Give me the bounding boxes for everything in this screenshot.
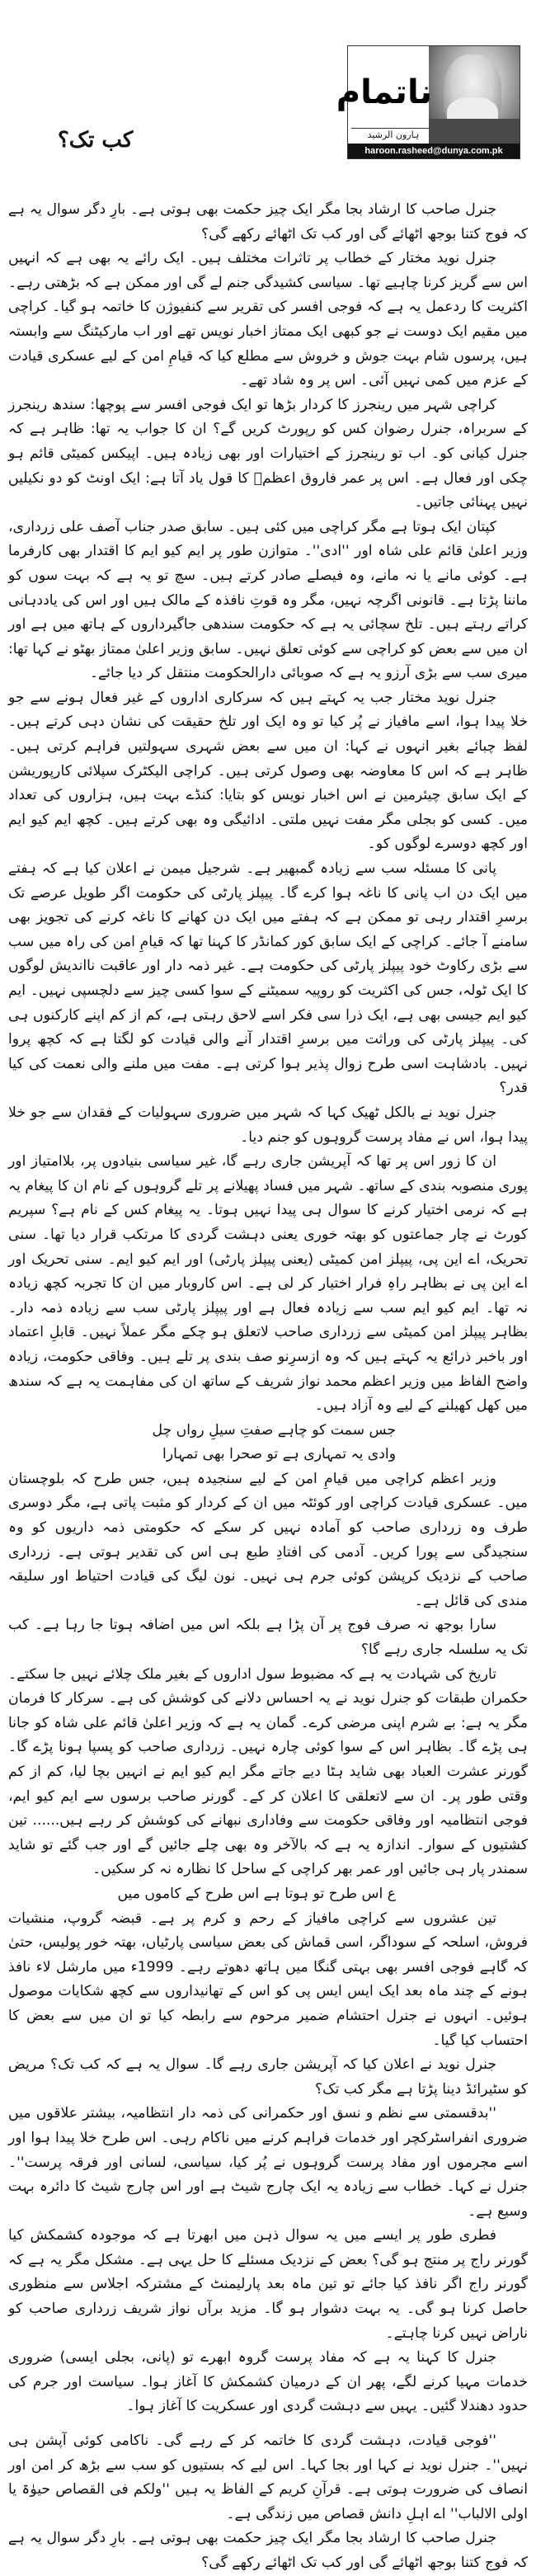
article-body	[8, 198, 528, 2576]
paragraph: جنرل نوید مختار جب یہ کہتے ہیں کہ سرکاری اداروں کے غیر فعال ہونے سے جو خلا پیدا ہوا، اسے مافیاز نے پُر کیا تو وہ ایک اور تلخ حقیقت کی نشان دہی کرتے ہیں۔ لفظ چبائے بغیر انہوں نے کہا: ان میں سے بعض شہری سہولتیں فراہم کرتی ہیں۔ ظاہر ہے کہ اس کا معاوضہ بھی وصول کرتی ہیں۔ کراچی الیکٹرک سپلائی کارپوریشن کے ایک سابق چیئرمین نے اس اخبار نویس کو بتایا: کنڈے بہت ہیں، ہزاروں کی تعداد میں۔ کسی کو بجلی مگر مفت نہیں ملتی۔ ادائیگی وہ بھی کرتے ہیں۔ کچھ ایم کیو ایم اور کچھ دوسرے لوگوں کو۔	[8, 689, 528, 853]
author-photo	[429, 46, 520, 144]
paragraph: جنرل صاحب کا ارشاد بجا مگر ایک چیز حکمت بھی ہوتی ہے۔ بارِ دگر سوال یہ ہے کہ فوج کتنا بوجھ اٹھائے گی اور کب تک اٹھائے رکھے گی؟	[8, 2530, 528, 2571]
author-email[interactable]: haroon.rasheed@dunya.com.pk	[348, 144, 520, 158]
author-suit-shape	[429, 119, 520, 144]
paragraph: کراچی شہر میں رینجرز کا کردار بڑھا تو ایک فوجی افسر سے پوچھا: سندھ رینجرز کے سربراہ، جنرل رضوان کس کو رپورٹ کریں گے؟ ان کا جواب یہ تھا: ظاہر ہے کہ جنرل کیانی کو۔ اب تو رینجرز کے اختیارات اور بھی زیادہ ہیں۔ اپیکس کمیٹی قائم ہو چکی اور فعال ہے۔ اس پر عمر فاروق اعظمؓ کا قول یاد آتا ہے: ایک اونٹ کو دو نکیلیں نہیں پہنائی جاتیں۔	[8, 396, 528, 511]
logo-divider	[351, 128, 429, 129]
verse-line: جس سمت کو چاہے صفتِ سیلِ رواں چل	[152, 1421, 396, 1439]
paragraph: ''فوجی قیادت، دہشت گردی کا خاتمہ کر کے رہے گی۔ ناکامی کوئی آپشن ہی نہیں''۔ جنرل نوید نے کہا اور بجا کہا۔ اس لیے کہ بستیوں کو سب سے بڑھ کر امن اور انصاف کی ضرورت ہوتی ہے۔ قرآنِ کریم کے الفاظ یہ ہیں ''ولکم فی القصاص حیوٰۃ یا اولی الالباب'' اے اہلِ دانش قصاص میں زندگی ہے۔	[8, 2432, 528, 2522]
article-headline: کب تک؟	[58, 128, 134, 153]
paragraph: جنرل نوید مختار کے خطاب پر تاثرات مختلف ہیں۔ ایک رائے یہ بھی ہے کہ انہیں اس سے گریز کرنا چاہیے تھا۔ سیاسی کشیدگی جنم لے گی اور ممکن ہے کہ بڑھتی رہے۔ اکثریت کا ردعمل یہ ہے کہ فوجی افسر کی تقریر سے کنفیوژن کا خاتمہ ہو گیا۔ کراچی میں مقیم ایک دوست نے جو کبھی ایک ممتاز اخبار نویس تھے اور اب مارکیٹنگ سے وابستہ ہیں، پرسوں شام بہت جوش و خروش سے مطلع کیا کہ قیامِ امن کے لیے عسکری قیادت کے عزم میں کمی نہیں آئی۔ اس پر وہ شاد تھے۔	[8, 250, 528, 389]
paragraph: سارا بوجھ نہ صرف فوج پر آن پڑا ہے بلکہ اس میں اضافہ ہوتا جا رہا ہے۔ کب تک یہ سلسلہ جاری رہے گا؟	[8, 1617, 528, 1659]
paragraph: جنرل نوید نے اعلان کیا کہ آپریشن جاری رہے گا۔ سوال یہ ہے کہ کب تک؟ مریض کو سٹیرائڈ دینا پڑتا ہے مگر کب تک؟	[8, 2056, 528, 2098]
column-header	[0, 0, 536, 165]
column-name: ناتمام	[336, 73, 432, 111]
paragraph: فطری طور پر ایسے میں یہ سوال ذہن میں ابھرتا ہے کہ موجودہ کشمکش کیا گورنر راج پر منتج ہو گی؟ بعض کے نزدیک مسئلے کا حل یہی ہے۔ مشکل مگر یہ ہے کہ گورنر راج اگر نافذ کیا جائے تو تین ماہ بعد پارلیمنٹ کے مشترکہ اجلاس سے منظوری حاصل کرنا ہو گی۔ یہ بہت دشوار ہو گا۔ مزید برآں نواز شریف زرداری صاحب کو ناراض نہیں کرنا چاہتے۔	[8, 2227, 528, 2342]
paragraph: وزیر اعظم کراچی میں قیامِ امن کے لیے سنجیدہ ہیں، جس طرح کہ بلوچستان میں۔ عسکری قیادت کراچی اور کوئٹہ میں ان کے کردار کو مثبت پاتی ہے، مگر دوسری طرف وہ زرداری صاحب کو آمادہ نہیں کر سکے کہ حکومتی ذمہ داریوں کو وہ سنجیدگی سے پورا کریں۔ آدمی کی افتادِ طبع ہی اس کی تقدیر ہوتی ہے۔ زرداری صاحب کے نزدیک کرپشن کوئی جرم ہی نہیں۔ نون لیگ کی قیادت احتیاط اور سلیقہ مندی کی قائل ہے۔	[8, 1470, 528, 1609]
author-name: ہارون الرشید	[367, 130, 420, 140]
paragraph: پانی کا مسئلہ سب سے زیادہ گمبھیر ہے۔ شرجیل میمن نے اعلان کیا ہے کہ ہفتے میں ایک دن اب پانی کا ناغہ ہوا کرے گا۔ پیپلز پارٹی کی حکومت اگر طویل عرصے تک برسرِ اقتدار رہی تو ممکن ہے کہ ہفتے میں ایک دن کھانے کا ناغہ کرنے کی تجویز بھی سامنے آ جائے۔ کراچی کے ایک سابق کور کمانڈر کا کہنا تھا کہ قیامِ امن کی راہ میں سب سے بڑی رکاوٹ خود پیپلز پارٹی کی حکومت ہے۔ غیر ذمہ دار اور عاقبت نااندیش لوگوں کا ایک ٹولہ، جس کی اکثریت کو روپیہ سمیٹنے کے سوا کسی چیز سے دلچسپی نہیں۔ ایم کیو ایم جیسی بھی ہے، ایک ذرا سی فکر اسے لاحق رہتی ہے، کم از کم اپنے کارکنوں ہی کی۔ پیپلز پارٹی کی وراثت میں برسرِ اقتدار آنے والی قیادت کو لگتا ہے کہ کچھ پروا نہیں۔ بادشاہت اسی طرح زوال پذیر ہوا کرتی ہے۔ مفت میں ملنے والی نعمت کی کیا قدر؟	[8, 860, 528, 1097]
paragraph: جنرل کا کہنا یہ ہے کہ مفاد پرست گروہ ابھرے تو (پانی، بجلی ایسی) ضروری خدمات مہیا کرنے لگے، پھر ان کے درمیان کشمکش کا آغاز ہوا۔ سیاست اور جرم کی حدود دھندلا گئیں۔ یہیں سے دہشت گردی اور عسکریت کا آغاز ہوا۔	[8, 2349, 528, 2415]
paragraph: تاریخ کی شہادت یہ ہے کہ مضبوط سول اداروں کے بغیر ملک چلائے نہیں جا سکتے۔ حکمران طبقات کو جنرل نوید نے یہ احساس دلانے کی کوشش کی ہے۔ سرکار کا فرمان مگر یہ ہے: بے شرم اپنی مرضی کرے۔ گمان یہ ہے کہ وزیر اعلیٰ قائم علی شاہ کو جانا ہی پڑے گا۔ بظاہر اس کے سوا کوئی چارہ نہیں۔ زرداری صاحب کو پسپا ہونا پڑے گا۔ گورنر عشرت العباد بھی شاید ہٹا دیے جاتے مگر ایم کیو ایم نے انہیں بچا لیا، کم از کم وقتی طور پر۔ ان سے لاتعلقی کا اعلان کر کے۔ گورنر صاحب برسوں سے ایم کیو ایم، فوجی انتظامیہ اور وفاقی حکومت سے وفاداری نبھانے کی کوشش کر رہے ہیں...... تین کشتیوں کے سوار۔ اندازہ یہ ہے کہ بالآخر وہ بھی چلے جائیں گے اور جب گئے تو شاید سمندر پار ہی جائیں اور عمر بھر کراچی کے ساحل کا نظارہ نہ کر سکیں۔	[8, 1665, 528, 1878]
verse-line: ع اس طرح تو ہوتا ہے اس طرح کے کاموں میں	[117, 1885, 396, 1902]
paragraph: کپتان ایک ہوتا ہے مگر کراچی میں کئی ہیں۔ سابق صدر جناب آصف علی زرداری، وزیر اعلیٰ قائم علی شاہ اور ''ادی''۔ متوازن طور پر ایم کیو ایم کا اقتدار بھی کارفرما ہے۔ کوئی مانے یا نہ مانے، وہ فیصلے صادر کرتے ہیں۔ سچ تو یہ ہے کہ بہت سوں کو ماننا پڑتا ہے۔ قانونی اگرچہ نہیں، مگر وہ قوتِ نافذہ کے مالک ہیں اور اس کی یاددہانی کراتے رہتے ہیں۔ تلخ سچائی یہ ہے کہ حکومت سندھی جاگیرداروں کے ہاتھ میں ہے اور ان میں سے بعض کو کراچی سے کوئی تعلق نہیں۔ سابق وزیر اعلیٰ ممتاز بھٹو نے کہا تھا: میری سب سے بڑی آرزو یہ ہے کہ صوبائی دارالحکومت منتقل کر دیا جائے۔	[8, 518, 528, 682]
paragraph: جنرل صاحب کا ارشاد بجا مگر ایک چیز حکمت بھی ہوتی ہے۔ بارِ دگر سوال یہ ہے کہ فوج کتنا بوجھ اٹھائے گی اور کب تک اٹھائے رکھے گی؟	[8, 201, 528, 243]
verse-line: وادی یہ تمہاری ہے تو صحرا بھی تمہارا	[162, 1446, 396, 1463]
paragraph: ''بدقسمتی سے نظم و نسق اور حکمرانی کی ذمہ دار انتظامیہ، بیشتر علاقوں میں ضروری انفراسٹرکچر اور خدمات فراہم کرنے میں ناکام رہی۔ اس طرح خلا پیدا ہوا اور اسے مجرموں اور مفاد پرست گروہوں نے پُر کیا، سیاسی، لسانی اور فرقہ پرست''۔ جنرل نے کہا۔ خطاب سے زیادہ یہ ایک چارج شیٹ ہے اور اس چارج شیٹ کا دائرہ بہت وسیع ہے۔	[8, 2105, 528, 2220]
paragraph-gap	[8, 2419, 528, 2429]
paragraph: تین عشروں سے کراچی مافیاز کے رحم و کرم پر ہے۔ قبضہ گروپ، منشیات فروش، اسلحہ کے سوداگر، اسی قماش کی بعض سیاسی پارٹیاں، بھتہ خور پولیس، حتیٰ کہ گاہے فوجی افسر بھی بہتی گنگا میں ہاتھ دھوتے رہے۔ 1999ء میں مارشل لاء نافذ ہونے کے چند ماہ بعد ایک ایس ایس پی کو اس کے تھانیداروں سے کچھ شکایات موصول ہوئیں۔ انہوں نے جنرل احتشام ضمیر مرحوم سے رابطہ کیا تو ان میں سے بعض کا احتساب کیا گیا۔	[8, 1910, 528, 2049]
paragraph: ان کا زور اس پر تھا کہ آپریشن جاری رہے گا، غیر سیاسی بنیادوں پر، بلاامتیاز اور پوری منصوبہ بندی کے ساتھ۔ شہر میں فساد پھیلانے پر تلے گروہوں کے نام ان کا پیغام یہ ہے کہ نرمی اختیار کرنے کا سوال ہی پیدا نہیں ہوتا۔ یہ پیغام کس کے نام ہے؟ سپریم کورٹ نے چار جماعتوں کو بھتہ خوری یعنی دہشت گردی کا مرتکب قرار دیا تھا۔ سنی تحریک، اے این پی، پیپلز امن کمیٹی (یعنی پیپلز پارٹی) اور ایم کیو ایم۔ سنی تحریک اور اے این پی نے بظاہر راہِ فرار اختیار کر لی ہے۔ اس کاروبار میں ان کا تجربہ کچھ زیادہ نہ تھا۔ ایم کیو ایم سب سے زیادہ فعال ہے اور پیپلز پارٹی سب سے زیادہ ذمہ دار۔ بظاہر پیپلز امن کمیٹی سے زرداری صاحب لاتعلق ہو چکے مگر عملاً نہیں۔ قابلِ اعتماد اور باخبر ذرائع یہ کہتے ہیں کہ وہ ازسرِنو صف بندی پر تلے ہیں۔ وفاقی حکومت، زیادہ واضح الفاظ میں وزیر اعظم محمد نواز شریف کے ساتھ ان کی مفاہمت یہ ہے کہ سندھ میں کھل کھیلنے کے لیے وہ آزاد ہیں۔	[8, 1153, 528, 1415]
column-logo	[336, 45, 520, 159]
paragraph: جنرل نوید نے بالکل ٹھیک کہا کہ شہر میں ضروری سہولیات کے فقدان سے جو خلا پیدا ہوا، اس نے مفاد پرست گروہوں کو جنم دیا۔	[8, 1104, 528, 1146]
